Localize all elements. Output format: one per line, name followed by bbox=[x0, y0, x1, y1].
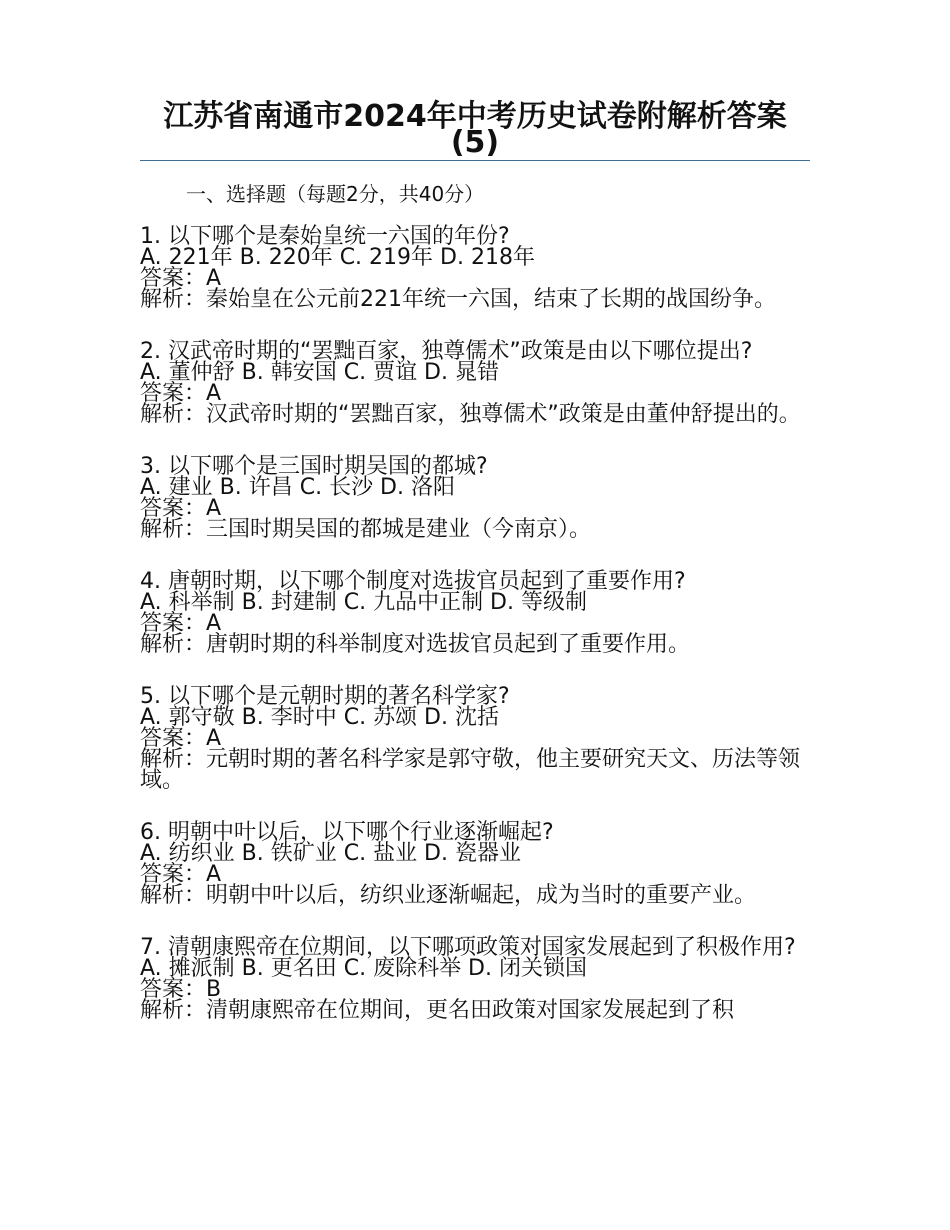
question-options: A. 科举制 B. 封建制 C. 九品中正制 D. 等级制 bbox=[140, 590, 587, 615]
question-answer: 答案：A bbox=[140, 862, 222, 887]
question-analysis: 解析：秦始皇在公元前221年统一六国，结束了长期的战国纷争。 bbox=[140, 287, 776, 312]
question-answer: 答案：A bbox=[140, 611, 222, 636]
question-text: 4. 唐朝时期，以下哪个制度对选拔官员起到了重要作用? bbox=[140, 569, 686, 594]
question-text: 5. 以下哪个是元朝时期的著名科学家? bbox=[140, 684, 510, 709]
question-answer: 答案：A bbox=[140, 726, 222, 751]
question-options: A. 摊派制 B. 更名田 C. 废除科举 D. 闭关锁国 bbox=[140, 956, 587, 981]
question-text: 3. 以下哪个是三国时期吴国的都城? bbox=[140, 454, 488, 479]
title-underline bbox=[140, 160, 810, 161]
question-item bbox=[140, 686, 812, 791]
question-item bbox=[140, 226, 812, 310]
question-options: A. 221年 B. 220年 C. 219年 D. 218年 bbox=[140, 245, 535, 270]
question-options: A. 建业 B. 许昌 C. 长沙 D. 洛阳 bbox=[140, 475, 455, 500]
section-heading: 一、选择题（每题2分，共40分） bbox=[186, 182, 485, 206]
question-analysis: 解析：唐朝时期的科举制度对选拔官员起到了重要作用。 bbox=[140, 632, 691, 657]
question-analysis: 解析：清朝康熙帝在位期间，更名田政策对国家发展起到了积 bbox=[140, 998, 735, 1023]
question-answer: 答案：A bbox=[140, 496, 222, 521]
question-answer: 答案：A bbox=[140, 266, 222, 291]
question-item bbox=[140, 571, 812, 655]
question-item bbox=[140, 456, 812, 540]
question-list bbox=[140, 226, 812, 1052]
question-item bbox=[140, 341, 812, 425]
question-analysis: 解析：明朝中叶以后，纺织业逐渐崛起，成为当时的重要产业。 bbox=[140, 883, 757, 908]
question-text: 2. 汉武帝时期的“罢黜百家，独尊儒术”政策是由以下哪位提出? bbox=[140, 339, 753, 364]
question-options: A. 纺织业 B. 铁矿业 C. 盐业 D. 瓷器业 bbox=[140, 841, 521, 866]
document-title: 江苏省南通市2024年中考历史试卷附解析答案(5) bbox=[163, 99, 787, 160]
question-answer: 答案：B bbox=[140, 977, 222, 1002]
question-options: A. 郭守敬 B. 李时中 C. 苏颂 D. 沈括 bbox=[140, 705, 499, 730]
question-options: A. 董仲舒 B. 韩安国 C. 贾谊 D. 晁错 bbox=[140, 360, 499, 385]
question-analysis: 解析：汉武帝时期的“罢黜百家，独尊儒术”政策是由董仲舒提出的。 bbox=[140, 402, 801, 427]
question-analysis: 解析：元朝时期的著名科学家是郭守敬，他主要研究天文、历法等领域。 bbox=[140, 747, 801, 793]
question-text: 6. 明朝中叶以后，以下哪个行业逐渐崛起? bbox=[140, 820, 554, 845]
question-text: 7. 清朝康熙帝在位期间，以下哪项政策对国家发展起到了积极作用? bbox=[140, 935, 796, 960]
question-analysis: 解析：三国时期吴国的都城是建业（今南京）。 bbox=[140, 517, 592, 542]
question-text: 1. 以下哪个是秦始皇统一六国的年份? bbox=[140, 224, 510, 249]
question-item bbox=[140, 822, 812, 906]
question-item bbox=[140, 937, 812, 1021]
question-answer: 答案：A bbox=[140, 381, 222, 406]
